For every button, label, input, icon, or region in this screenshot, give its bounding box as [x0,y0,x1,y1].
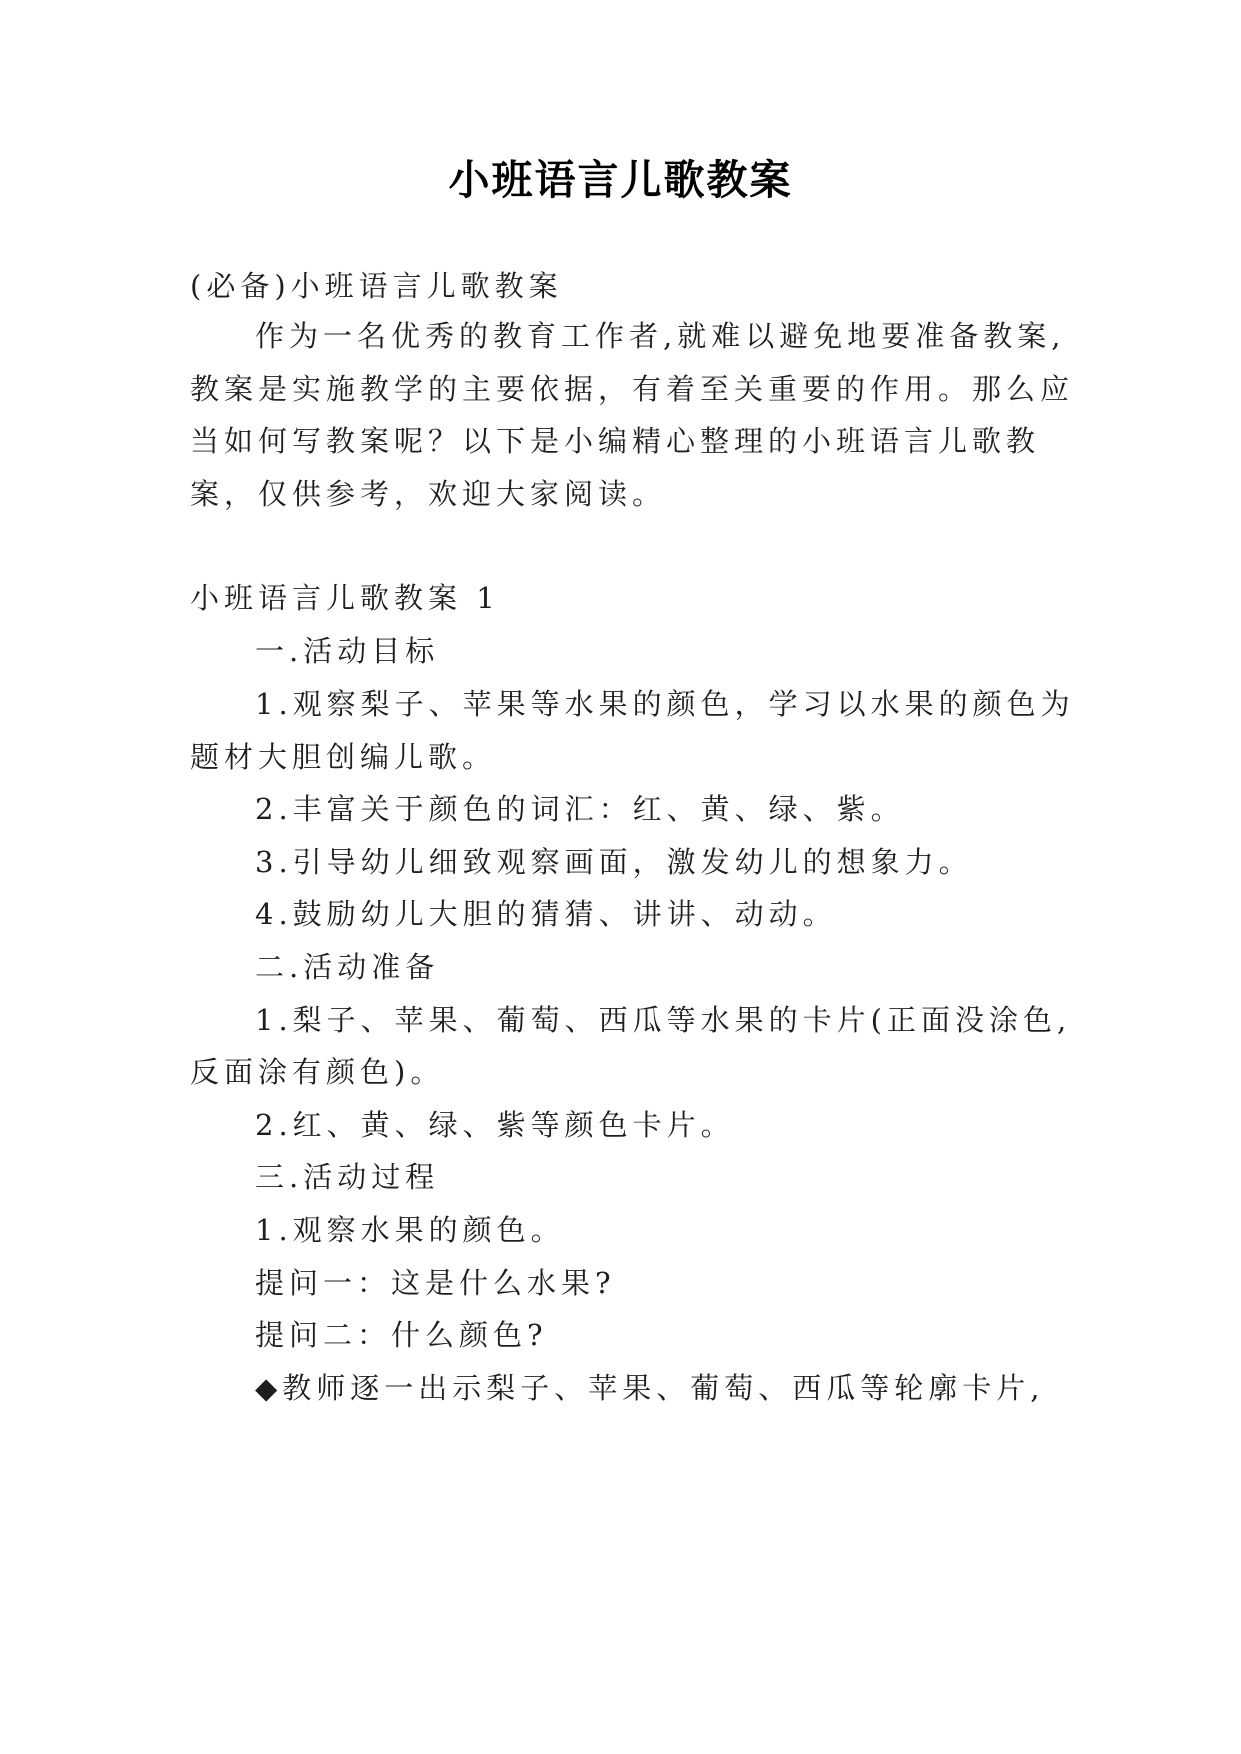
paragraph-line: ◆教师逐一出示梨子、苹果、葡萄、西瓜等轮廓卡片, [255,1371,1045,1405]
paragraph-line: 提问一：这是什么水果? [255,1266,616,1300]
paragraph-line: 作为一名优秀的教育工作者,就难以避免地要准备教案, [255,319,1066,353]
document-title: 小班语言儿歌教案 [448,156,793,204]
paragraph-line: 教案是实施教学的主要依据，有着至关重要的作用。那么应 [190,372,1075,406]
paragraph-line: 反面涂有颜色)。 [190,1055,445,1089]
paragraph-line: 1.观察水果的颜色。 [255,1213,565,1247]
paragraph-line: 二.活动准备 [255,950,440,984]
paragraph-line: 2.丰富关于颜色的词汇：红、黄、绿、紫。 [255,792,905,826]
paragraph-line: 2.红、黄、绿、紫等颜色卡片。 [255,1108,735,1142]
paragraph-line: 1.观察梨子、苹果等水果的颜色，学习以水果的颜色为 [255,687,1075,721]
paragraph-line: 三.活动过程 [255,1160,440,1194]
paragraph-line: 4.鼓励幼儿大胆的猜猜、讲讲、动动。 [255,897,837,931]
paragraph-line: 案，仅供参考，欢迎大家阅读。 [190,477,667,511]
paragraph-line: 一.活动目标 [255,634,440,668]
subtitle-line: (必备)小班语言儿歌教案 [190,269,563,303]
paragraph-line: 提问二：什么颜色? [255,1318,548,1352]
paragraph-line: 题材大胆创编儿歌。 [190,740,497,774]
paragraph-line: 1.梨子、苹果、葡萄、西瓜等水果的卡片(正面没涂色, [255,1003,1072,1037]
paragraph-line: 当如何写教案呢？以下是小编精心整理的小班语言儿歌教 [190,424,1041,458]
section-heading: 小班语言儿歌教案 1 [190,581,500,615]
paragraph-line: 3.引导幼儿细致观察画面，激发幼儿的想象力。 [255,845,973,879]
